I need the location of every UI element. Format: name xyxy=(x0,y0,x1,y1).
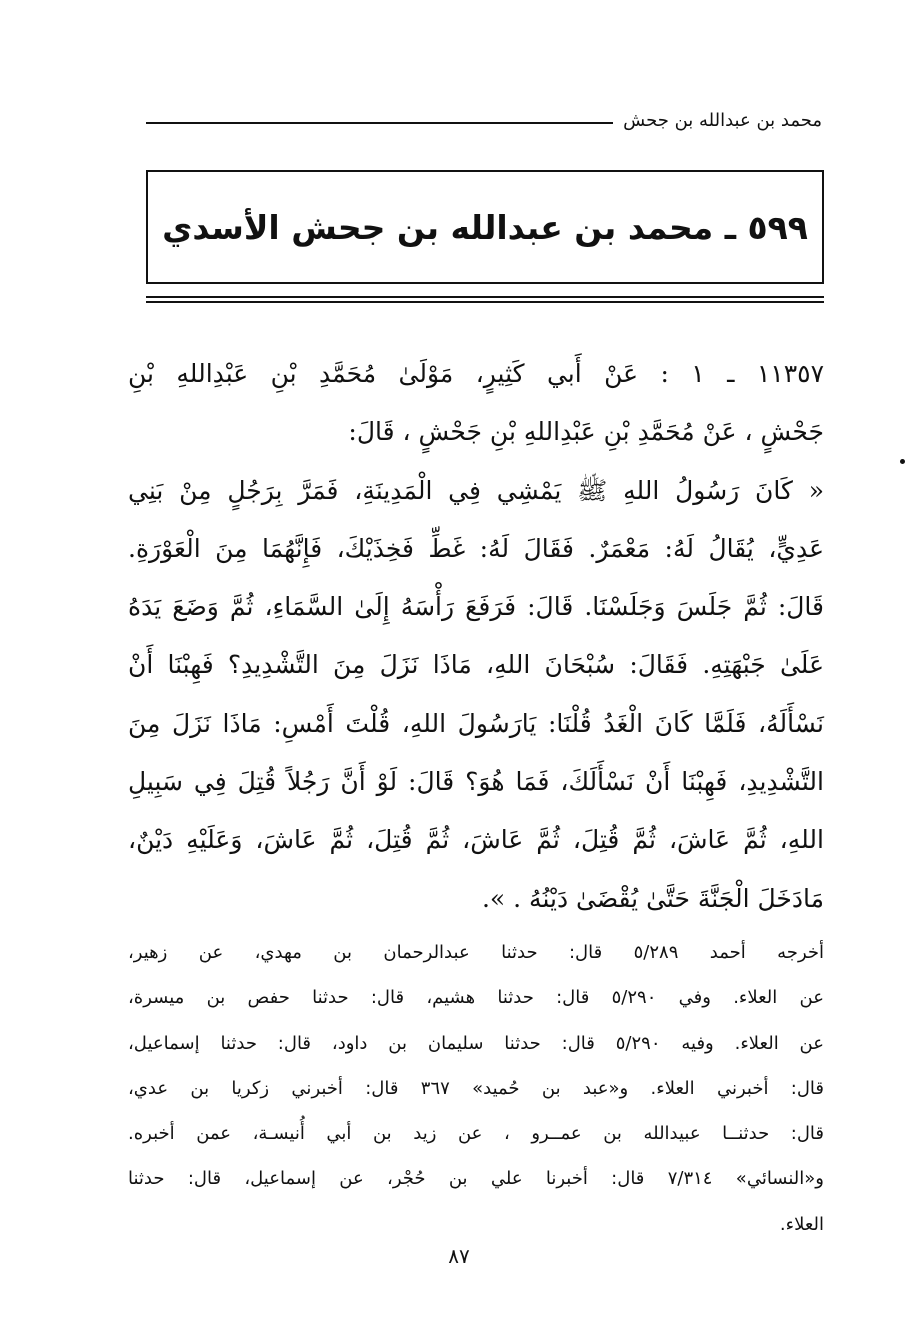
page-number: ٨٧ xyxy=(448,1244,470,1268)
hadith-line: جَحْشٍ ، عَنْ مُحَمَّدِ بْنِ عَبْدِاللهِ بْنِ جَحْشٍ ، قَالَ: xyxy=(348,417,824,447)
hadith-line: نَسْأَلَهُ، فَلَمَّا كَانَ الْغَدُ قُلْنَا: يَارَسُولَ اللهِ، قُلْتَ أَمْسِ: مَاذَا نَزَلَ مِنَ xyxy=(128,708,824,738)
hadith-line: اللهِ، ثُمَّ عَاشَ، ثُمَّ قُتِلَ، ثُمَّ عَاشَ، ثُمَّ قُتِلَ، ثُمَّ عَاشَ، وَعَلَيْهِ دَيْنٌ، xyxy=(128,825,824,855)
running-head-rule xyxy=(146,122,613,124)
note-line: العلاء. xyxy=(779,1213,824,1235)
running-head-title: محمد بن عبدالله بن جحش xyxy=(623,109,822,131)
note-line: قال: حدثنــا عبيدالله بن عمــرو ، عن زيد بن أبي أُنيسـة، عمن أخبره. xyxy=(128,1123,824,1145)
note-line: و«النسائي» ٧/٣١٤ قال: أخبرنا علي بن حُجْر، عن إسماعيل، قال: حدثنا xyxy=(128,1168,824,1190)
running-header xyxy=(146,108,822,132)
note-line: عن العلاء. وفيه ٥/٢٩٠ قال: حدثنا سليمان بن داود، قال: حدثنا إسماعيل، xyxy=(128,1032,824,1054)
title-divider-top xyxy=(146,296,824,298)
hadith-line: التَّشْدِيدِ، فَهِبْنَا أَنْ نَسْأَلَكَ، فَمَا هُوَ؟ قَالَ: لَوْ أَنَّ رَجُلاً قُتِلَ فِي سَبِيلِ xyxy=(128,767,824,797)
hadith-line: ١١٣٥٧ ـ ١ : عَنْ أَبي كَثِيرٍ، مَوْلَىٰ مُحَمَّدِ بْنِ عَبْدِاللهِ بْنِ xyxy=(128,359,825,388)
note-line: عن العلاء. وفي ٥/٢٩٠ قال: حدثنا هشيم، قال: حدثنا حفص بن ميسرة، xyxy=(128,987,824,1009)
hadith-line: عَلَىٰ جَبْهَتِهِ. فَقَالَ: سُبْحَانَ اللهِ، مَاذَا نَزَلَ مِنَ التَّشْدِيدِ؟ فَهِبْنَا أَنْ xyxy=(128,650,824,680)
note-line: قال: أخبرني العلاء. و«عبد بن حُميد» ٣٦٧ قال: أخبرني زكريا بن عدي، xyxy=(128,1077,824,1099)
takhrij-notes xyxy=(128,930,824,1247)
hadith-text xyxy=(128,345,824,928)
note-line: أخرجه أحمد ٥/٢٨٩ قال: حدثنا عبدالرحمان بن مهدي، عن زهير، xyxy=(128,942,824,963)
hadith-line: قَالَ: ثُمَّ جَلَسَ وَجَلَسْنَا. قَالَ: فَرَفَعَ رَأْسَهُ إِلَىٰ السَّمَاءِ، ثُمَّ وَضَعَ يَدَهُ xyxy=(128,592,824,622)
title-divider-bottom xyxy=(146,301,824,303)
section-title-box xyxy=(146,170,824,284)
hadith-line: « كَانَ رَسُولُ اللهِ ﷺ يَمْشِي فِي الْمَدِينَةِ، فَمَرَّ بِرَجُلٍ مِنْ بَنِي xyxy=(128,475,824,505)
margin-mark xyxy=(900,459,905,464)
section-title: ٥٩٩ ـ محمد بن عبدالله بن جحش الأسدي xyxy=(162,207,808,247)
hadith-line: عَدِيٍّ، يُقَالُ لَهُ: مَعْمَرٌ. فَقَالَ لَهُ: غَطِّ فَخِذَيْكَ، فَإِنَّهُمَا مِنَ الْعَوْرَةِ. xyxy=(128,533,824,563)
hadith-line: مَادَخَلَ الْجَنَّةَ حَتَّىٰ يُقْضَىٰ دَيْنُهُ . ». xyxy=(481,883,824,913)
